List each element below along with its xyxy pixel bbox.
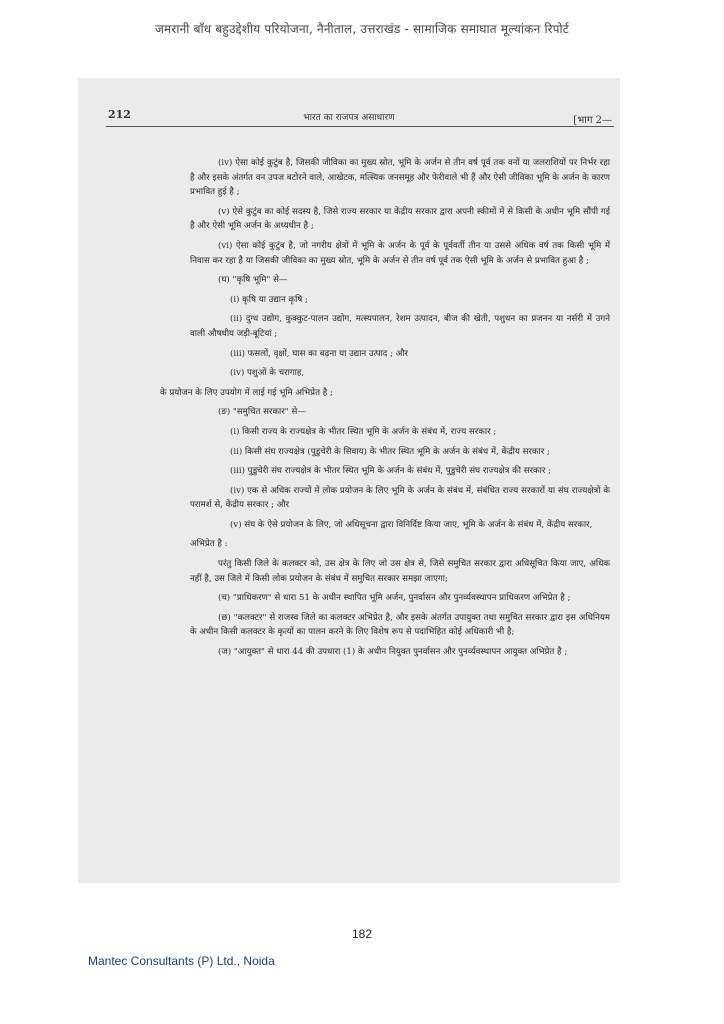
scanned-gazette-page	[78, 78, 620, 883]
clause-e-tail: अभिप्रेत है :	[190, 539, 228, 550]
page-number: 182	[351, 927, 373, 941]
clause-e-iii: (iii) पुडुचेरी संघ राज्यक्षेत्र के भीतर स्थित भूमि के अर्जन के संबंध में, पुडुचेरी संघ राज्यक्षेत्र की सरकार ;	[230, 466, 551, 477]
clause-h: (ज) "आयुक्त" से धारा 44 की उपधारा (1) के अधीन नियुक्त पुनर्वासन और पुनर्व्यवस्थापन आयुक्त अभिप्रेत है ;	[218, 647, 568, 658]
clause-g: (छ) "कलक्टर" से राजस्व जिले का कलक्टर अभिप्रेत है, और इसके अंतर्गत उपायुक्त तथा समुचित सरकार द्वारा इस अधिनियम के अधीन किसी कलक्टर के कृत्यों का पालन करने के लिए विशेष रूप से पदाभिहित कोई अधिकारी भी है;	[190, 612, 610, 638]
clause-e-i: (i) किसी राज्य के राज्यक्षेत्र के भीतर स्थित भूमि के अर्जन के संबंध में, राज्य सरकार ;	[230, 426, 497, 437]
clause-e-heading: (ङ) "समुचित सरकार" से—	[218, 407, 306, 418]
clause-e-iv: (iv) एक से अधिक राज्यों में लोक प्रयोजन के लिए भूमि के अर्जन के संबंध में, संबंधित राज्य सरकारों या संघ राज्यक्षेत्रों के परामर्श से, केंद्रीय सरकार ; और	[190, 485, 610, 511]
proviso: परंतु किसी जिले के कलक्टर को, उस क्षेत्र के लिए जो उस क्षेत्र से, जिसे समुचित सरकार द्वारा अधिसूचित किया जाए, अधिक नहीं है, उस जिले में किसी लोक प्रयोजन के संबंध में समुचित सरकार समझा जाएगा;	[190, 559, 610, 584]
clause-e-ii: (ii) किसी संघ राज्यक्षेत्र (पुडुचेरी के सिवाय) के भीतर स्थित भूमि के अर्जन के संबंध में, केंद्रीय सरकार ;	[230, 446, 550, 457]
clause-f: (च) "प्राधिकरण" से धारा 51 के अधीन स्थापित भूमि अर्जन, पुनर्वासन और पुनर्व्यवस्थापन प्राधिकरण अभिप्रेत है ;	[218, 593, 571, 604]
report-header: जमरानी बाँध बहुउद्देशीय परियोजना, नैनीताल, उत्तराखंड - सामाजिक समाघात मूल्यांकन रिपोर्ट	[154, 22, 570, 36]
clause-d-heading: (घ) "कृषि भूमि" से—	[218, 275, 288, 286]
clause-c-vi: (vi) ऐसा कोई कुटुंब है, जो नगरीय क्षेत्रों में भूमि के अर्जन के पूर्व के पूर्ववर्ती तीन या उससे अधिक वर्ष तक किसी भूमि में निवास कर रहा है या जिसकी जीविका का मुख्य स्रोत, भूमि के अर्जन से तीन वर्ष पूर्व तक ऐसी भूमि के अर्जन से प्रभावित हुआ है ;	[190, 240, 610, 266]
gazette-title: भारत का राजपत्र असाधारण	[303, 113, 395, 123]
clause-c-iv: (iv) ऐसा कोई कुटुंब है, जिसकी जीविका का मुख्य स्रोत, भूमि के अर्जन से तीन वर्ष पूर्व तक वनों या जलराशियों पर निर्भर रहा है और इसके अंतर्गत वन उपज बटोरने वाले, आखेटक, मत्स्यिक जनसमूह और फेरीवाले भी हैं और ऐसी जीविका भूमि के अर्जन के कारण प्रभावित हुई है ;	[190, 158, 610, 198]
gazette-body	[160, 156, 610, 665]
gazette-page-number: 212	[108, 108, 131, 121]
clause-c-v: (v) ऐसे कुटुंब का कोई सदस्य है, जिसे राज्य सरकार या केंद्रीय सरकार द्वारा अपनी स्कीमों में से किसी के अधीन भूमि सौंपी गई है और ऐसी भूमि अर्जन के अध्यधीन है ;	[190, 206, 610, 232]
clause-d-ii: (ii) दुग्ध उद्योग, कुक्कुट-पालन उद्योग, मत्स्यपालन, रेशम उत्पादन, बीज की खेती, पशुधन का प्रजनन या नर्सरी में उगने वाली औषधीय जड़ी-बूटियां ;	[190, 314, 610, 339]
clause-d-iv: (iv) पशुओं के चरागाह,	[230, 368, 305, 379]
footer-company: Mantec Consultants (P) Ltd., Noida	[88, 954, 275, 968]
clause-d-iii: (iii) फसलों, वृक्षों, घास का बढ़ना या उद्यान उत्पाद ; और	[230, 348, 409, 359]
clause-e-v: (v) संघ के ऐसे प्रयोजन के लिए, जो अधिसूचना द्वारा विनिर्दिष्ट किया जाए, भूमि के अर्जन के संबंध में, केंद्रीय सरकार,	[230, 519, 593, 530]
gazette-part: [भाग 2—	[573, 115, 612, 126]
gazette-header-rule	[106, 126, 614, 127]
clause-d-i: (i) कृषि या उद्यान कृषि ;	[230, 294, 308, 305]
clause-d-tail: के प्रयोजन के लिए उपयोग में लाई गई भूमि अभिप्रेत है ;	[160, 387, 333, 398]
